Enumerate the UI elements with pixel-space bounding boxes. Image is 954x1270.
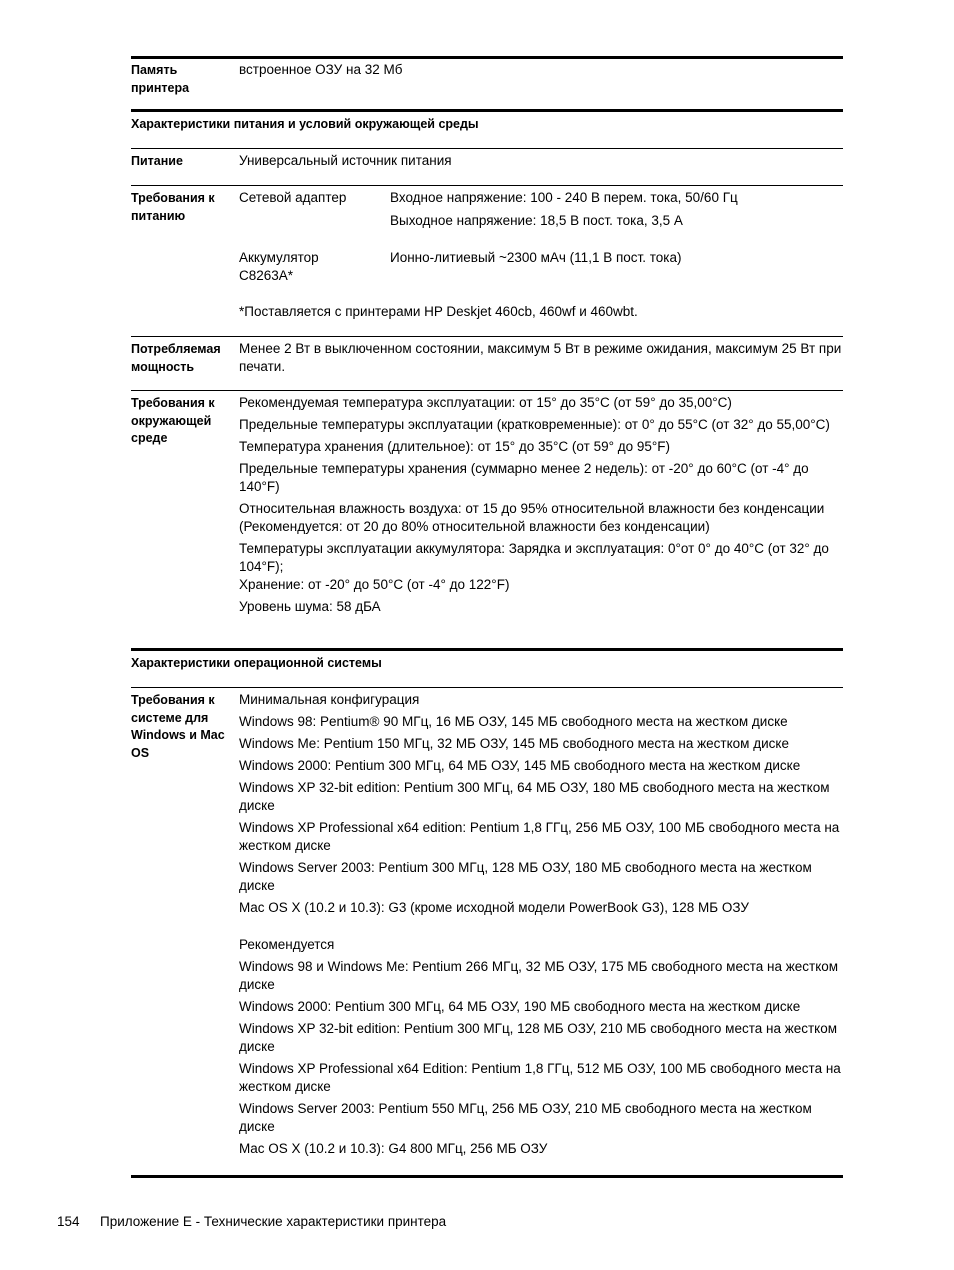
section-rule <box>131 648 843 651</box>
row-rule <box>131 148 843 149</box>
row-rule <box>131 390 843 391</box>
environment-line: Предельные температуры хранения (суммарно менее 2 недель): от -20° до 60°C (от -4° до 140°F) <box>239 461 809 494</box>
min-config-item: Windows 98: Pentium® 90 МГц, 16 МБ ОЗУ, 145 МБ свободного места на жестком диске <box>239 714 788 729</box>
min-config-item: Windows XP 32-bit edition: Pentium 300 МГц, 64 МБ ОЗУ, 180 МБ свободного места на жестком диске <box>239 780 830 813</box>
recommended-item: Windows XP 32-bit edition: Pentium 300 МГц, 128 МБ ОЗУ, 210 МБ свободного места на жестком диске <box>239 1021 838 1054</box>
recommended-item: Windows 2000: Pentium 300 МГц, 64 МБ ОЗУ, 190 МБ свободного места на жестком диске <box>239 999 801 1014</box>
environment-line: Температуры эксплуатации аккумулятора: Зарядка и эксплуатация: 0°от 0° до 40°C (от 32° до 104°F); <box>239 541 829 574</box>
recommended-item: Mac OS X (10.2 и 10.3): G4 800 МГц, 256 МБ ОЗУ <box>239 1141 548 1156</box>
recommended-item: Windows Server 2003: Pentium 550 МГц, 256 МБ ОЗУ, 210 МБ свободного места на жестком диске <box>239 1101 812 1134</box>
environment-label: Требования к окружающей среде <box>131 396 215 445</box>
adapter-input: Входное напряжение: 100 - 240 В перем. тока, 50/60 Гц <box>390 190 738 205</box>
adapter-name: Сетевой адаптер <box>239 190 347 205</box>
os-requirements-block <box>239 691 843 1162</box>
min-config-item: Windows Server 2003: Pentium 300 МГц, 128 МБ ОЗУ, 180 МБ свободного места на жестком диске <box>239 860 812 893</box>
battery-spec: Ионно-литиевый ~2300 мАч (11,1 В пост. тока) <box>390 250 682 265</box>
os-section-title: Характеристики операционной системы <box>131 656 382 670</box>
environment-line: Рекомендуемая температура эксплуатации: от 15° до 35°C (от 59° до 35,00°C) <box>239 395 732 410</box>
footer-text: Приложение E - Технические характеристики принтера <box>100 1214 447 1229</box>
page-number: 154 <box>57 1214 80 1229</box>
battery-footnote: *Поставляется с принтерами HP Deskjet 460cb, 460wf и 460wbt. <box>239 304 638 319</box>
memory-value: встроенное ОЗУ на 32 Мб <box>239 62 403 77</box>
environment-line: Уровень шума: 58 дБА <box>239 599 381 614</box>
memory-label: Память принтера <box>131 63 190 95</box>
environment-storage-line: Хранение: от -20° до 50°C (от -4° до 122°F) <box>239 577 510 592</box>
min-config-title: Минимальная конфигурация <box>239 692 420 707</box>
power-requirements-label: Требования к питанию <box>131 191 215 223</box>
row-rule <box>131 687 843 688</box>
os-label: Требования к системе для Windows и Mac OS <box>131 693 225 760</box>
environment-block <box>239 394 843 620</box>
recommended-title: Рекомендуется <box>239 937 335 952</box>
recommended-item: Windows XP Professional x64 Edition: Pentium 1,8 ГГц, 512 МБ ОЗУ, 100 МБ свободного места на жестком диске <box>239 1061 841 1094</box>
row-rule <box>131 185 843 186</box>
min-config-item: Windows Me: Pentium 150 МГц, 32 МБ ОЗУ, 145 МБ свободного места на жестком диске <box>239 736 789 751</box>
battery-name: Аккумулятор C8263A* <box>239 250 319 283</box>
section-rule <box>131 109 843 112</box>
environment-line: Относительная влажность воздуха: от 15 до 95% относительной влажности без конденсации (Рекомендуется: от 20 до 80% относительной влажности без конденсации) <box>239 501 825 534</box>
consumption-label: Потребляемая мощность <box>131 342 221 374</box>
consumption-value: Менее 2 Вт в выключенном состоянии, максимум 5 Вт в режиме ожидания, максимум 25 Вт при печати. <box>239 341 842 374</box>
environment-line: Предельные температуры эксплуатации (кратковременные): от 0° до 55°C (от 32° до 55,00°C) <box>239 417 830 432</box>
min-config-item: Mac OS X (10.2 и 10.3): G3 (кроме исходной модели PowerBook G3), 128 МБ ОЗУ <box>239 900 749 915</box>
power-value: Универсальный источник питания <box>239 153 452 168</box>
adapter-output: Выходное напряжение: 18,5 В пост. тока, 3,5 А <box>390 213 683 228</box>
power-label: Питание <box>131 154 183 168</box>
row-rule <box>131 336 843 337</box>
min-config-item: Windows 2000: Pentium 300 МГц, 64 МБ ОЗУ, 145 МБ свободного места на жестком диске <box>239 758 801 773</box>
min-config-item: Windows XP Professional x64 edition: Pentium 1,8 ГГц, 256 МБ ОЗУ, 100 МБ свободного места на жестком диске <box>239 820 840 853</box>
recommended-item: Windows 98 и Windows Me: Pentium 266 МГц, 32 МБ ОЗУ, 175 МБ свободного места на жестком диске <box>239 959 839 992</box>
power-section-title: Характеристики питания и условий окружающей среды <box>131 117 479 131</box>
environment-line: Температура хранения (длительное): от 15° до 35°C (от 59° до 95°F) <box>239 439 671 454</box>
table-top-rule <box>131 56 843 59</box>
table-bottom-rule <box>131 1175 843 1178</box>
